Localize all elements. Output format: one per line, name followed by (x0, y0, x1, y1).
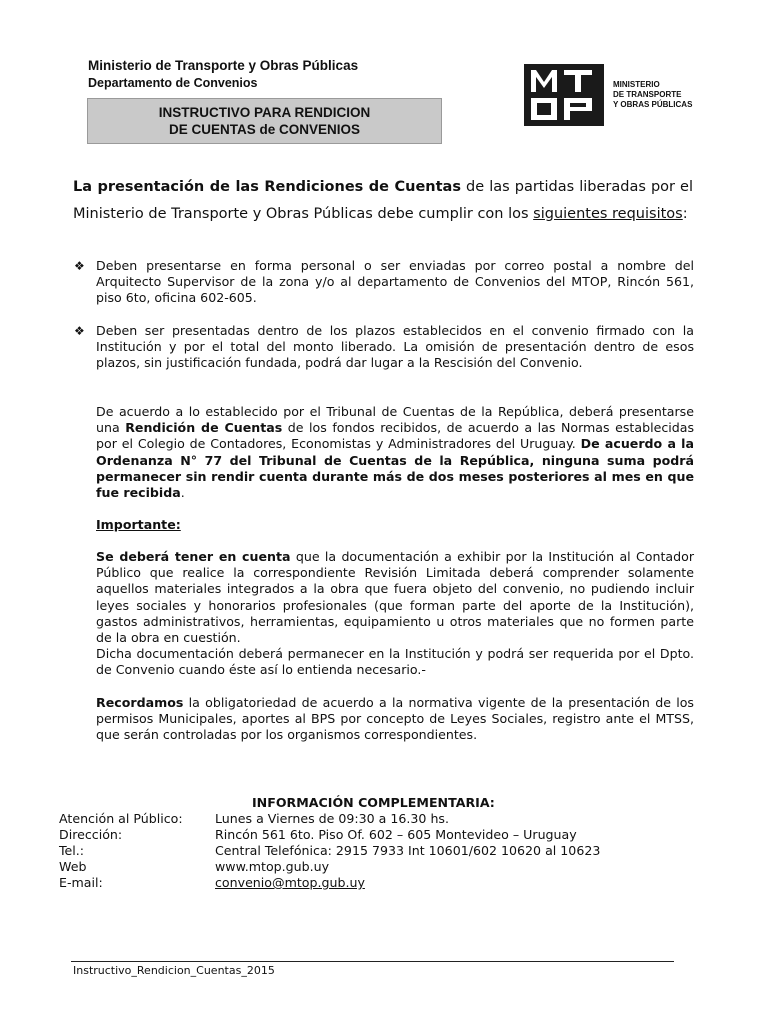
tribunal-bold-1: Rendición de Cuentas (125, 420, 283, 436)
document-title (87, 98, 442, 144)
footer-divider (71, 961, 674, 962)
info-value: Rincón 561 6to. Piso Of. 602 – 605 Montevideo – Uruguay (215, 827, 577, 842)
requirement-item: Deben presentarse en forma personal o ser enviadas por correo postal a nombre del Arquitecto Supervisor de la zona y/o al departamento de Convenios del MTOP, Rincón 561, piso 6to, oficina 602-605. (96, 258, 694, 306)
requirement-item: Deben ser presentadas dentro de los plazos establecidos en el convenio firmado con la Institución y por el total del monto liberado. La omisión de presentación dentro de esos plazos, sin justificación fundada, podrá dar lugar a la Rescisión del Convenio. (96, 323, 694, 371)
info-value: Central Telefónica: 2915 7933 Int 10601/602 10620 al 10623 (215, 843, 601, 858)
department-name: Departamento de Convenios (88, 76, 258, 90)
info-row-web (59, 859, 699, 875)
info-label: E-mail: (59, 875, 103, 890)
intro-underlined: siguientes requisitos (533, 205, 683, 222)
reminder-paragraph (96, 695, 694, 744)
important-paragraph (96, 549, 694, 679)
title-line-2: DE CUENTAS de CONVENIOS (168, 122, 361, 137)
info-value: Lunes a Viernes de 09:30 a 16.30 hs. (215, 811, 449, 826)
tribunal-bold-2: De acuerdo a la Ordenanza N° 77 del Tribunal de Cuentas de la República, ninguna suma podrá permanecer sin rendir cuenta durante más de dos meses posteriores al mes en que fue recibida (96, 436, 694, 501)
important-text-2: Dicha documentación deberá permanecer en la Institución y podrá ser requerida por el Dpto. de Convenio cuando éste así lo entienda necesario.- (96, 646, 694, 678)
intro-paragraph (73, 174, 693, 227)
important-bold: Se deberá tener en cuenta (96, 549, 291, 564)
logo-caption (613, 80, 692, 110)
footer-filename: Instructivo_Rendicion_Cuentas_2015 (73, 964, 275, 977)
tribunal-paragraph (96, 404, 694, 501)
logo-caption-line-3: Y OBRAS PÚBLICAS (613, 100, 693, 109)
tribunal-end: . (180, 485, 185, 501)
info-label: Web (59, 859, 87, 874)
info-row-hours (59, 811, 699, 827)
diamond-bullet-icon: ❖ (74, 259, 85, 273)
title-line-1: INSTRUCTIVO PARA RENDICION (158, 105, 371, 120)
intro-text: de las partidas liberadas por el Ministerio de Transporte y Obras Públicas debe cumplir con los (73, 179, 693, 222)
info-row-email (59, 875, 699, 891)
logo-caption-line-1: MINISTERIO (613, 80, 660, 89)
info-label: Tel.: (59, 843, 85, 858)
tribunal-text-1: De acuerdo a lo establecido por el Tribunal de Cuentas de la República, deberá presentarse una (96, 404, 694, 436)
info-label: Atención al Público: (59, 811, 183, 826)
important-heading-text: Importante: (96, 517, 181, 532)
intro-end: : (682, 205, 688, 222)
email-link[interactable]: convenio@mtop.gub.uy (215, 875, 365, 890)
web-link[interactable]: www.mtop.gub.uy (215, 859, 330, 874)
info-title: INFORMACIÓN COMPLEMENTARIA: (252, 795, 495, 810)
mtop-logo (524, 64, 604, 126)
important-heading (96, 517, 694, 533)
logo-caption-line-2: DE TRANSPORTE (613, 90, 682, 99)
diamond-bullet-icon: ❖ (74, 324, 85, 338)
info-row-address (59, 827, 699, 843)
important-text: que la documentación a exhibir por la Institución al Contador Público que realice la correspondiente Revisión Limitada deberá comprender solamente aquellos materiales integrados a la obra que fuera objeto del convenio, no pudiendo incluir leyes sociales y honorarios profesionales (que forman parte del aporte de la Institución), gastos administrativos, herramientas, equipamiento u otros materiales que no formen parte de la obra en cuestión. (96, 549, 694, 646)
info-label: Dirección: (59, 827, 123, 842)
tribunal-text-2: de los fondos recibidos, de acuerdo a las Normas establecidas por el Colegio de Contadores, Economistas y Administradores del Uruguay. (96, 420, 695, 452)
reminder-bold: Recordamos (96, 695, 184, 710)
intro-bold: La presentación de las Rendiciones de Cuentas (73, 179, 461, 195)
reminder-text: la obligatoriedad de acuerdo a la normativa vigente de la presentación de los permisos Municipales, aportes al BPS por concepto de Leyes Sociales, registro ante el MTSS, que serán controladas por los organismos correspondientes. (96, 695, 694, 743)
ministry-name: Ministerio de Transporte y Obras Públicas (88, 58, 359, 73)
info-row-phone (59, 843, 699, 859)
